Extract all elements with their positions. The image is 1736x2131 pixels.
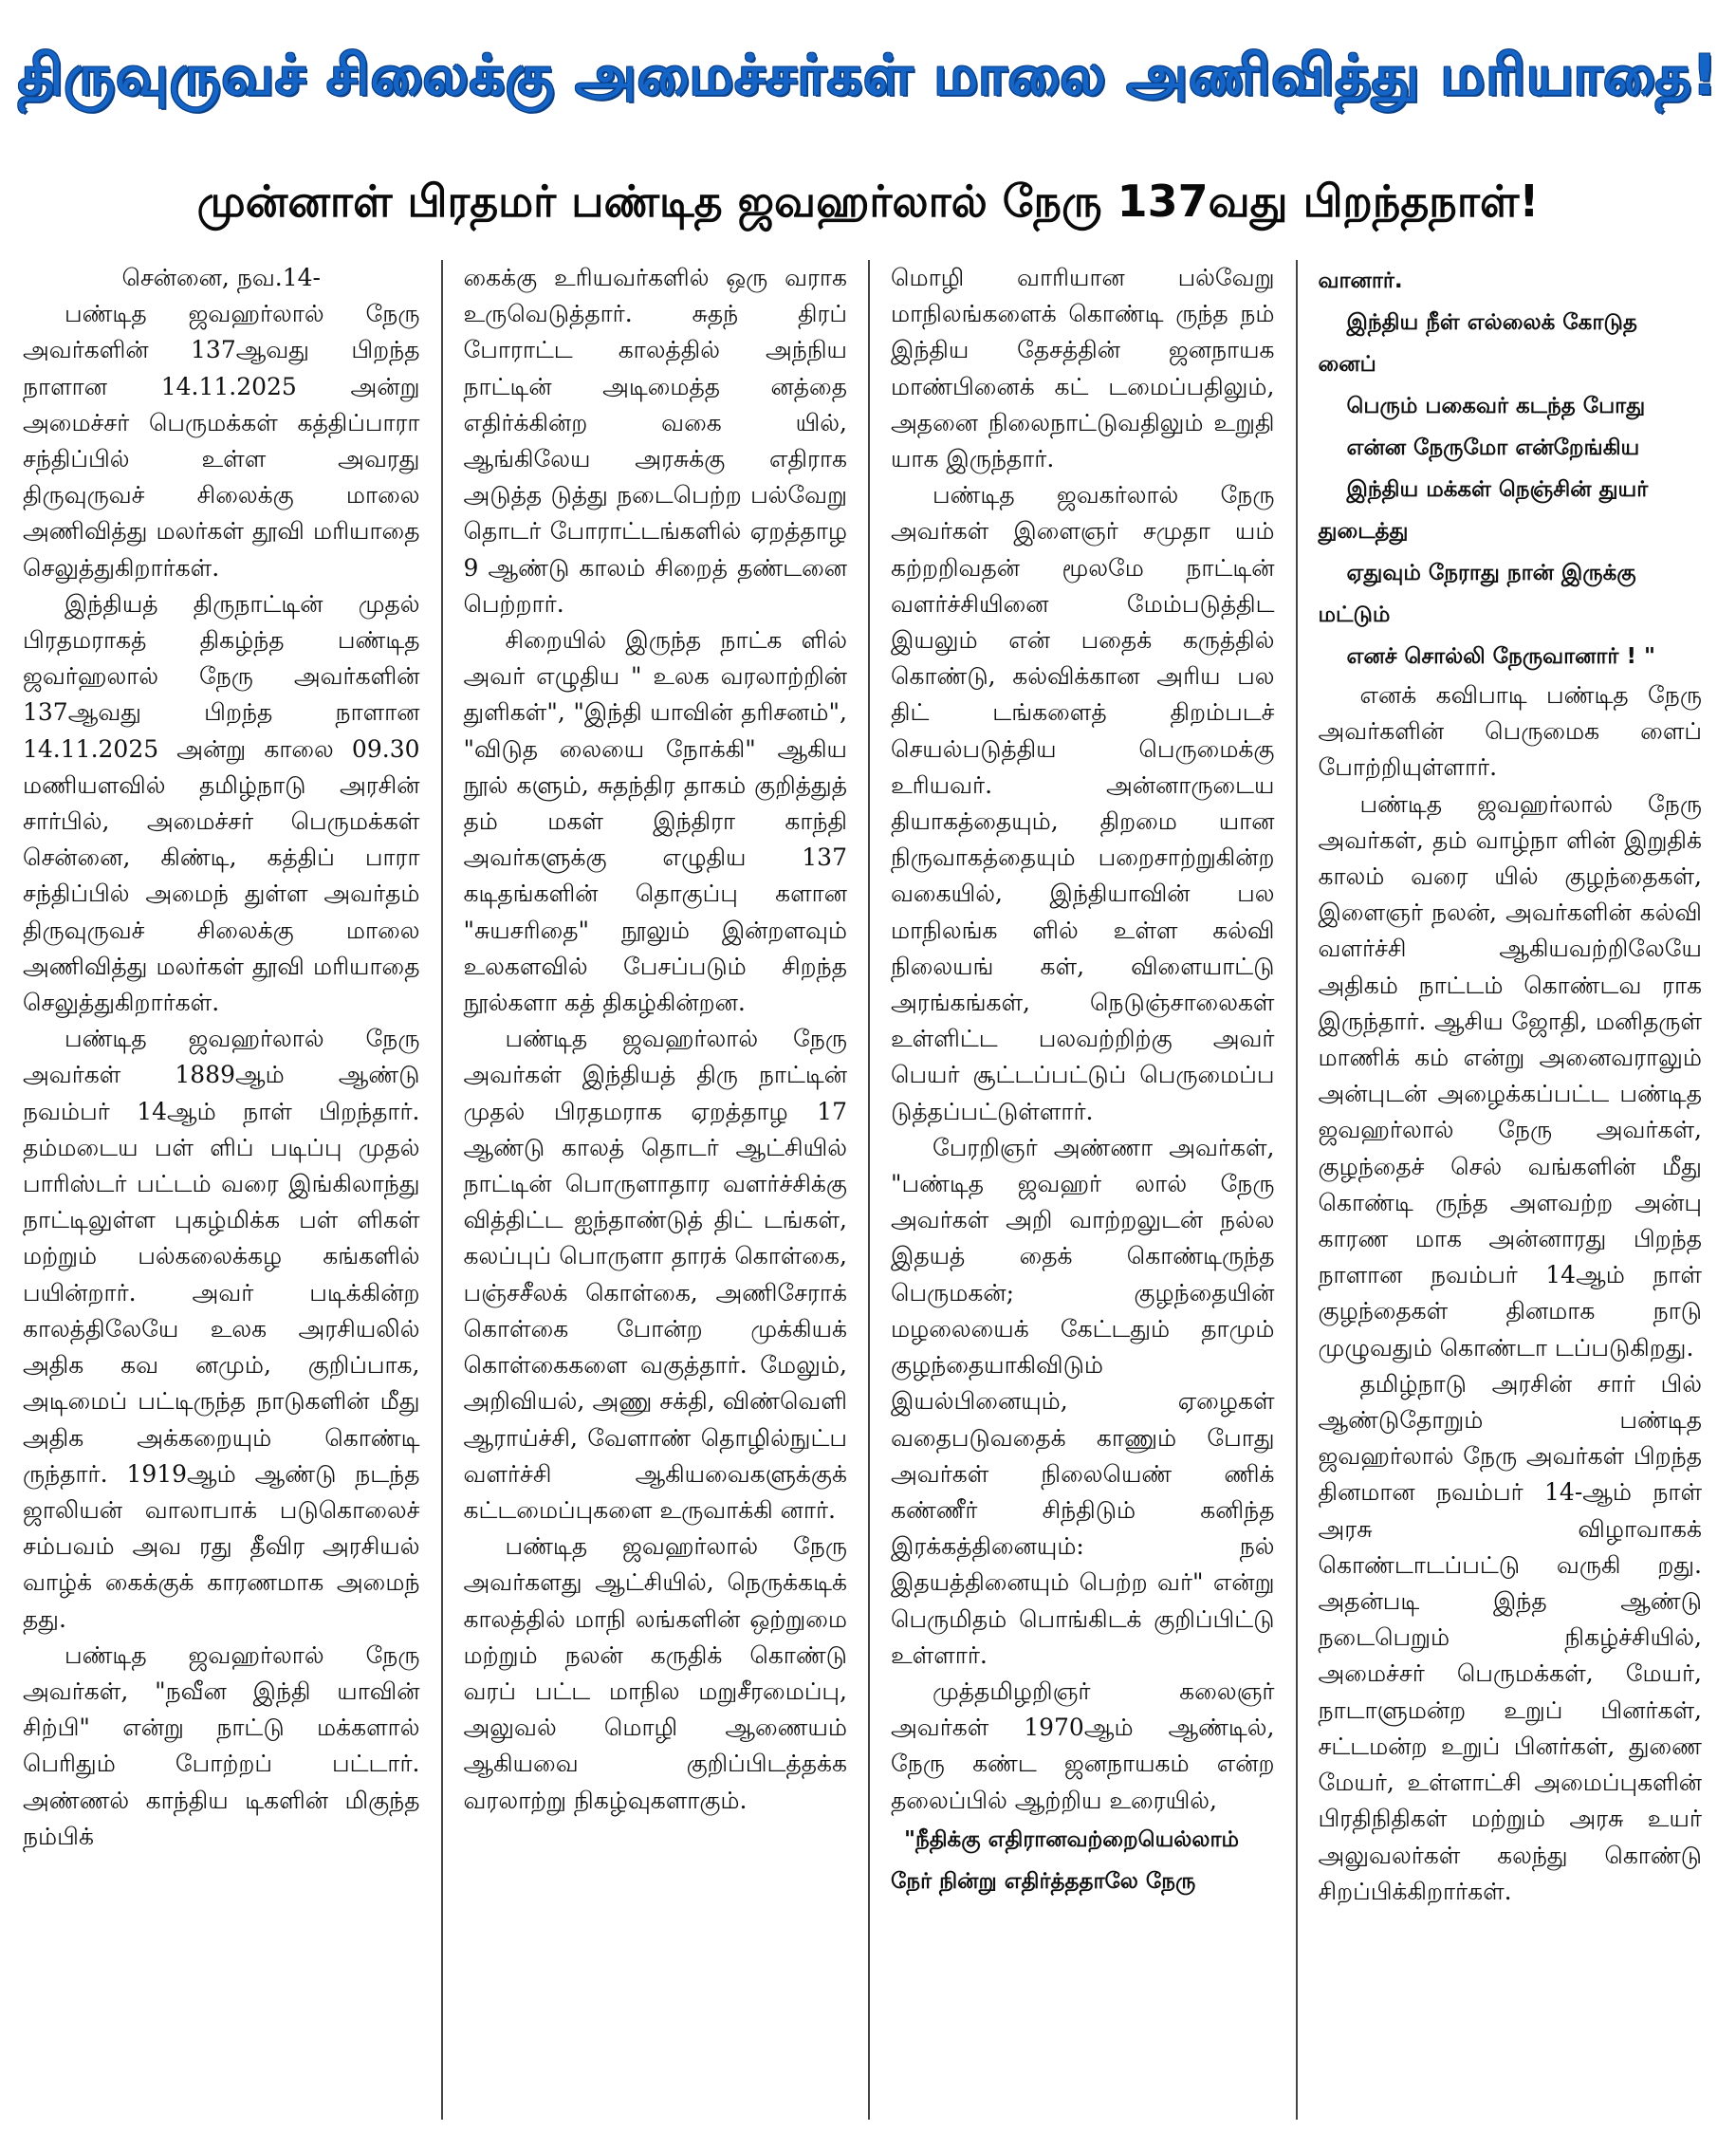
headline: திருவுருவச் சிலைக்கு அமைச்சர்கள் மாலை அணிவித்து மரியாதை! — [17, 43, 1719, 107]
paragraph: கைக்கு உரியவர்களில் ஒரு வராக உருவெடுத்தார். சுதந் திரப் போராட்ட காலத்தில் அந்நிய நாட்டின் அடிமைத்த னத்தை எதிர்க்கின்ற வகை யில், ஆங்கிலேய அரசுக்கு எதிராக அடுத்த டுத்து நடைபெற்ற பல்வேறு தொடர் போராட்டங்களில் ஏறத்தாழ 9 ஆண்டு காலம் சிறைத் தண்டனை பெற்றார். — [463, 264, 847, 618]
paragraph: தமிழ்நாடு அரசின் சார் பில் ஆண்டுதோறும் பண்டித ஜவஹர்லால் நேரு அவர்கள் பிறந்த தினமான நவம்பர் 14-ஆம் நாள் அரசு விழாவாகக் கொண்டாடப்பட்டு வருகி றது. அதன்படி இந்த ஆண்டு நடைபெறும் நிகழ்ச்சியில், அமைச்சர் பெருமக்கள், மேயர், நாடாளுமன்ற உறுப் பினர்கள், சட்டமன்ற உறுப் பினர்கள், துணை மேயர், உள்ளாட்சி அமைப்புகளின் பிரதிநிதிகள் மற்றும் அரசு உயர் அலுவலர்கள் கலந்து கொண்டு சிறப்பிக்கிறார்கள். — [1318, 1369, 1702, 1905]
poem-line: என்ன நேருமோ என்றேங்கிய — [1346, 435, 1640, 460]
article-columns — [8, 250, 1728, 2120]
column-3 — [868, 260, 1296, 2120]
paragraph: மொழி வாரியான பல்வேறு மாநிலங்களைக் கொண்டி ருந்த நம் இந்திய தேசத்தின் ஜனநாயக மாண்பினைக் கட் டமைப்பதிலும், அதனை நிலைநாட்டுவதிலும் உறுதி யாக இருந்தார். — [891, 264, 1275, 473]
paragraph: பண்டித ஜவஹர்லால் நேரு அவர்கள், "நவீன இந்தி யாவின் சிற்பி" என்று நாட்டு மக்களால் பெரிதும் போற்றப் பட்டார். அண்ணல் காந்திய டிகளின் மிகுந்த நம்பிக் — [23, 1640, 420, 1850]
poem-quote: "நீதிக்கு எதிரானவற்றையெல்லாம் நேர் நின்று எதிர்த்ததாலே நேரு — [891, 1826, 1239, 1894]
poem-line: இந்திய மக்கள் நெஞ்சின் துயர் துடைத்து — [1318, 477, 1649, 544]
column-4 — [1296, 260, 1724, 2120]
paragraph: பேரறிஞர் அண்ணா அவர்கள், "பண்டித ஜவஹர் லால் நேரு அவர்கள் அறி வாற்றலுடன் நல்ல இதயத் தைக் கொண்டிருந்த பெருமகன்; குழந்தையின் மழலையைக் கேட்டதும் தாமும் குழந்தையாகிவிடும் இயல்பினையும், ஏழைகள் வதைபடுவதைக் காணும் போது அவர்கள் நிலையெண் ணிக் கண்ணீர் சிந்திடும் கனிந்த இரக்கத்தினையும்: நல் இதயத்தினையும் பெற்ற வர்" என்று பெருமிதம் பொங்கிடக் குறிப்பிட்டு உள்ளார். — [891, 1133, 1275, 1669]
paragraph: பண்டித ஜவஹர்லால் நேரு அவர்கள் இந்தியத் திரு நாட்டின் முதல் பிரதமராக ஏறத்தாழ 17 ஆண்டு காலத் தொடர் ஆட்சியில் நாட்டின் பொருளாதார வளர்ச்சிக்கு வித்திட்ட ஐந்தாண்டுத் திட் டங்கள், கலப்புப் பொருளா தாரக் கொள்கை, பஞ்சசீலக் கொள்கை, அணிசேராக் கொள்கை போன்ற முக்கியக் கொள்கைகளை வகுத்தார். மேலும், அறிவியல், அணு சக்தி, விண்வெளி ஆராய்ச்சி, வேளாண் தொழில்நுட்ப வளர்ச்சி ஆகியவைகளுக்குக் கட்டமைப்புகளை உருவாக்கி னார். — [463, 1025, 847, 1524]
dateline: சென்னை, நவ.14- — [121, 264, 321, 291]
column-1 — [13, 260, 441, 2120]
poem-line: வானார். — [1318, 269, 1403, 293]
paragraph: பண்டித ஜவஹர்லால் நேரு அவர்களின் 137ஆவது பிறந்த நாளான 14.11.2025 அன்று அமைச்சர் பெருமக்கள் கத்திப்பாரா சந்திப்பில் உள்ள அவரது திருவுருவச் சிலைக்கு மாலை அணிவித்து மலர்கள் தூவி மரியாதை செலுத்துகிறார்கள். — [23, 300, 420, 582]
paragraph: எனக் கவிபாடி பண்டித நேரு அவர்களின் பெருமைக ளைப் போற்றியுள்ளார். — [1318, 681, 1702, 782]
paragraph: இந்தியத் திருநாட்டின் முதல் பிரதமராகத் திகழ்ந்த பண்டித ஜவர்ஹலால் நேரு அவர்களின் 137ஆவது பிறந்த நாளான 14.11.2025 அன்று காலை 09.30 மணியளவில் தமிழ்நாடு அரசின் சார்பில், அமைச்சர் பெருமக்கள் சென்னை, கிண்டி, கத்திப் பாரா சந்திப்பில் அமைந் துள்ள அவர்தம் திருவுருவச் சிலைக்கு மாலை அணிவித்து மலர்கள் தூவி மரியாதை செலுத்துகிறார்கள். — [23, 589, 420, 1017]
paragraph: முத்தமிழறிஞர் கலைஞர் அவர்கள் 1970ஆம் ஆண்டில், நேரு கண்ட ஜனநாயகம் என்ற தலைப்பில் ஆற்றிய உரையில், — [891, 1677, 1275, 1814]
paragraph: பண்டித ஜவஹர்லால் நேரு அவர்கள், தம் வாழ்நா ளின் இறுதிக் காலம் வரை யில் குழந்தைகள், இளைஞர் நலன், அவர்களின் கல்வி வளர்ச்சி ஆகியவற்றிலேயே அதிகம் நாட்டம் கொண்டவ ராக இருந்தார். ஆசிய ஜோதி, மனிதருள் மாணிக் கம் என்று அனைவராலும் அன்புடன் அழைக்கப்பட்ட பண்டித ஜவஹர்லால் நேரு அவர்கள், குழந்தைச் செல் வங்களின் மீது கொண்டி ருந்த அளவற்ற அன்பு காரண மாக அன்னாரது பிறந்த நாளான நவம்பர் 14ஆம் நாள் குழந்தைகள் தினமாக நாடு முழுவதும் கொண்டா டப்படுகிறது. — [1318, 789, 1702, 1362]
subheadline: முன்னாள் பிரதமர் பண்டித ஜவஹர்லால் நேரு 137வது பிறந்தநாள்! — [196, 176, 1540, 227]
poem-line: ஏதுவும் நேராது நான் இருக்கு மட்டும் — [1318, 561, 1636, 627]
paragraph: பண்டித ஜவஹர்லால் நேரு அவர்கள் 1889ஆம் ஆண்டு நவம்பர் 14ஆம் நாள் பிறந்தார். தம்மடைய பள் ளிப் படிப்பு முதல் பாரிஸ்டர் பட்டம் வரை இங்கிலாந்து நாட்டிலுள்ள புகழ்மிக்க பள் ளிகள் மற்றும் பல்கலைக்கழ கங்களில் பயின்றார். அவர் படிக்கின்ற காலத்திலேயே உலக அரசியலில் அதிக கவ னமும், குறிப்பாக, அடிமைப் பட்டிருந்த நாடுகளின் மீது அதிக அக்கறையும் கொண்டி ருந்தார். 1919ஆம் ஆண்டு நடந்த ஜாலியன் வாலாபாக் படுகொலைச் சம்பவம் அவ ரது தீவிர அரசியல் வாழ்க் கைக்குக் காரணமாக அமைந் தது. — [23, 1025, 420, 1633]
paragraph: பண்டித ஜவகர்லால் நேரு அவர்கள் இளைஞர் சமுதா யம் கற்றறிவதன் மூலமே நாட்டின் வளர்ச்சியினை மேம்படுத்திட இயலும் என் பதைக் கருத்தில் கொண்டு, கல்விக்கான அரிய பல திட் டங்களைத் திறம்படச் செயல்படுத்திய பெருமைக்கு உரியவர். அன்னாருடைய தியாகத்தையும், திறமை யான நிருவாகத்தையும் பறைசாற்றுகின்ற வகையில், இந்தியாவின் பல மாநிலங்க ளில் உள்ள கல்வி நிலையங் கள், விளையாட்டு அரங்கங்கள், நெடுஞ்சாலைகள் உள்ளிட்ட பலவற்றிற்கு அவர் பெயர் சூட்டப்பட்டுப் பெருமைப்ப டுத்தப்பட்டுள்ளார். — [891, 481, 1275, 1125]
paragraph: சிறையில் இருந்த நாட்க ளில் அவர் எழுதிய " உலக வரலாற்றின் துளிகள்", "இந்தி யாவின் தரிசனம்", "விடுத லையை நோக்கி" ஆகிய நூல் களும், சுதந்திர தாகம் குறித்துத் தம் மகள் இந்திரா காந்தி அவர்களுக்கு எழுதிய 137 கடிதங்களின் தொகுப்பு களான "சுயசரிதை" நூலும் இன்றளவும் உலகளவில் பேசப்படும் சிறந்த நூல்களா கத் திகழ்கின்றன. — [463, 626, 847, 1017]
column-2 — [441, 260, 869, 2120]
poem-line: எனச் சொல்லி நேருவானார் ! " — [1346, 644, 1655, 669]
paragraph: பண்டித ஜவஹர்லால் நேரு அவர்களது ஆட்சியில், நெருக்கடிக் காலத்தில் மாநி லங்களின் ஒற்றுமை மற்றும் நலன் கருதிக் கொண்டு வரப் பட்ட மாநில மறுசீரமைப்பு, அலுவல் மொழி ஆணையம் ஆகியவை குறிப்பிடத்தக்க வரலாற்று நிகழ்வுகளாகும். — [463, 1532, 847, 1814]
poem-line: பெரும் பகைவர் கடந்த போது — [1346, 394, 1646, 418]
poem-line: இந்திய நீள் எல்லைக் கோடுத னைப் — [1318, 310, 1637, 377]
